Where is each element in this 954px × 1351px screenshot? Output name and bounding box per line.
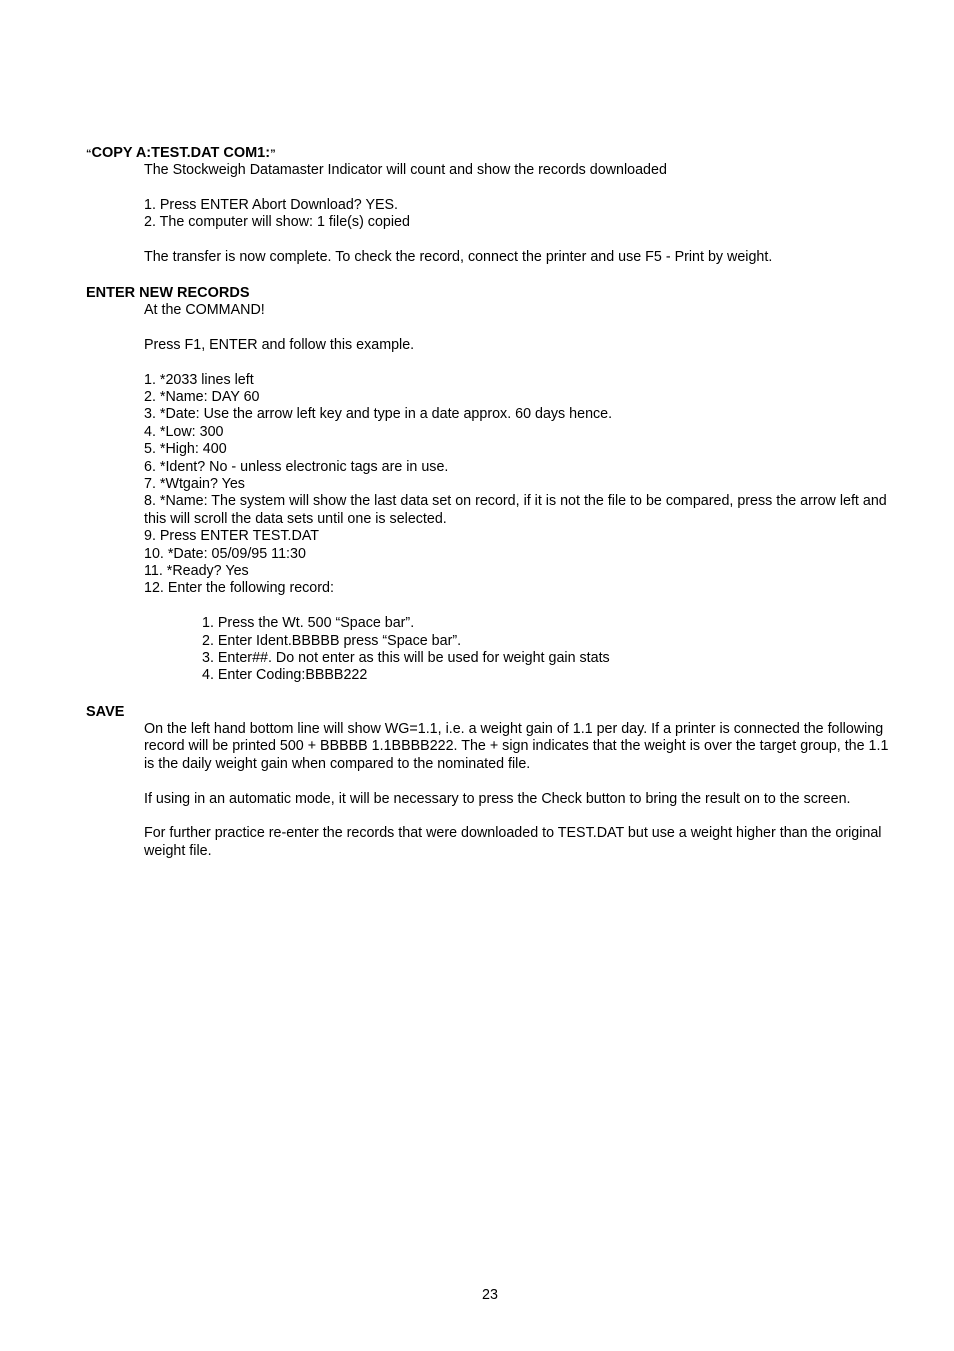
heading-open-quote: “ <box>86 148 92 160</box>
save-paragraph: If using in an automatic mode, it will be necessary to press the Check button to bring the result on to the screen. <box>144 790 851 807</box>
enter-substep: 4. Enter Coding:BBBB222 <box>202 667 368 684</box>
save-body <box>144 721 894 860</box>
copy-intro: The Stockweigh Datamaster Indicator will count and show the records downloaded <box>144 162 667 178</box>
enter-step: 2. *Name: DAY 60 <box>144 389 260 405</box>
heading-close-quote: ” <box>270 148 276 160</box>
page-number: 23 <box>482 1287 498 1303</box>
enter-step: 7. *Wtgain? Yes <box>144 476 245 493</box>
copy-heading-text: COPY A:TEST.DAT COM1: <box>91 145 271 161</box>
enter-step: 12. Enter the following record: <box>144 580 334 597</box>
copy-step: 2. The computer will show: 1 file(s) copied <box>144 214 410 231</box>
enter-step: 6. *Ident? No - unless electronic tags are in use. <box>144 458 449 475</box>
enter-body <box>144 302 894 685</box>
enter-step: 3. *Date: Use the arrow left key and type in a date approx. 60 days hence. <box>144 406 613 423</box>
enter-intro: At the COMMAND! <box>144 302 265 318</box>
save-heading: SAVE <box>86 704 125 720</box>
copy-closing: The transfer is now complete. To check the record, connect the printer and use F5 - Print by weight. <box>144 249 773 265</box>
copy-body <box>144 162 894 266</box>
enter-instruction: Press F1, ENTER and follow this example. <box>144 336 415 353</box>
enter-step: 9. Press ENTER TEST.DAT <box>144 528 320 545</box>
enter-step: 11. *Ready? Yes <box>144 563 249 580</box>
enter-step: 10. *Date: 05/09/95 11:30 <box>144 545 306 562</box>
enter-substep: 2. Enter Ident.BBBBB press “Space bar”. <box>202 632 462 649</box>
copy-step: 1. Press ENTER Abort Download? YES. <box>144 196 399 213</box>
enter-step: 5. *High: 400 <box>144 441 227 458</box>
enter-step: 1. *2033 lines left <box>144 371 254 388</box>
save-paragraph: For further practice re-enter the records that were downloaded to TEST.DAT but use a weight higher than the original weight file. <box>144 825 882 859</box>
enter-substep: 1. Press the Wt. 500 “Space bar”. <box>202 615 415 632</box>
save-paragraph: On the left hand bottom line will show WG=1.1, i.e. a weight gain of 1.1 per day. If a printer is connected the following record will be printed 500 + BBBBB 1.1BBBB222. The + sign indicates that the weight is over the target group, the 1.1 is the daily weight gain when compared to the nominated file. <box>144 721 889 772</box>
enter-step: 4. *Low: 300 <box>144 423 224 440</box>
enter-substep: 3. Enter##. Do not enter as this will be used for weight gain stats <box>202 650 610 667</box>
copy-heading <box>86 145 276 161</box>
enter-step: 8. *Name: The system will show the last data set on record, if it is not the file to be compared, press the arrow left and this will scroll the data sets until one is selected. <box>144 493 887 527</box>
enter-new-records-heading: ENTER NEW RECORDS <box>86 285 250 301</box>
